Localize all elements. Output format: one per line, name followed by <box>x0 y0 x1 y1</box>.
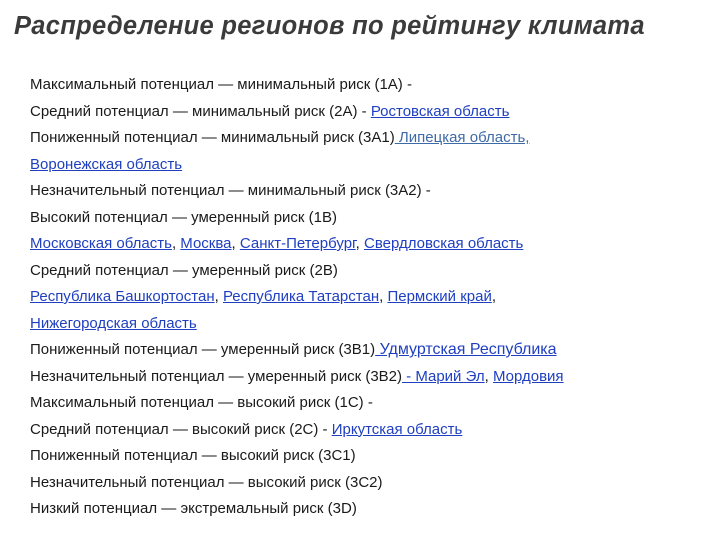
category-label: Пониженный потенциал — умеренный риск (3В1) <box>30 341 376 358</box>
region-link[interactable]: Воронежская область <box>30 155 183 173</box>
list-item <box>30 284 714 311</box>
category-label: Незначительный потенциал — минимальный риск (3А2) - <box>30 182 431 199</box>
region-rating-list <box>30 72 714 523</box>
list-item <box>30 125 714 152</box>
region-link[interactable]: Пермский край <box>387 288 492 305</box>
category-label: Средний потенциал — умеренный риск (2В) <box>30 261 338 279</box>
region-link[interactable]: Москва <box>180 235 232 252</box>
separator: , <box>379 288 388 305</box>
list-item <box>30 364 714 391</box>
separator: , <box>231 235 240 252</box>
separator: , <box>171 235 181 252</box>
region-link[interactable]: Иркутская область <box>331 420 463 438</box>
list-item <box>30 152 714 179</box>
region-link[interactable]: Санкт-Петербург <box>239 235 356 252</box>
list-item <box>30 390 714 417</box>
list-item <box>30 417 714 444</box>
category-label: Высокий потенциал — умеренный риск (1В) <box>30 208 338 226</box>
category-label: Максимальный потенциал — высокий риск (1С) - <box>30 394 373 411</box>
category-label: Низкий потенциал — экстремальный риск (3D) <box>30 500 357 517</box>
separator: , <box>214 288 223 305</box>
list-item <box>30 72 714 99</box>
category-label: Незначительный потенциал — умеренный риск (3В2) <box>30 367 402 385</box>
region-link[interactable]: Республика Татарстан <box>222 288 380 305</box>
list-item <box>30 443 714 470</box>
list-item <box>30 258 714 285</box>
region-link[interactable]: Удмуртская Республика <box>375 341 557 358</box>
region-link[interactable]: Республика Башкортостан <box>30 288 215 305</box>
list-item <box>30 496 714 523</box>
region-link[interactable]: Ростовская область <box>370 102 510 120</box>
list-item <box>30 205 714 232</box>
list-item <box>30 470 714 497</box>
region-link[interactable]: Мордовия <box>492 367 564 385</box>
separator: , <box>484 367 493 385</box>
separator: , <box>355 235 365 252</box>
list-item <box>30 337 714 364</box>
list-item <box>30 231 714 258</box>
page-title: Распределение регионов по рейтингу климата <box>14 12 645 40</box>
category-label: Пониженный потенциал — высокий риск (3С1) <box>30 447 356 464</box>
trailing-punctuation: , <box>491 288 497 305</box>
category-label: Средний потенциал — высокий риск (2С) - <box>30 420 332 438</box>
region-link[interactable]: Свердловская область <box>364 235 524 252</box>
category-label: Незначительный потенциал — высокий риск (3С2) <box>30 473 383 491</box>
list-item <box>30 311 714 338</box>
category-label: Максимальный потенциал — минимальный риск (1А) - <box>30 76 412 93</box>
region-link[interactable]: - Марий Эл <box>402 367 485 385</box>
region-link[interactable]: Нижегородская область <box>30 314 197 332</box>
list-item <box>30 178 714 205</box>
category-label: Средний потенциал — минимальный риск (2А) - <box>30 102 371 120</box>
region-link[interactable]: Московская область <box>30 235 172 252</box>
list-item <box>30 99 714 126</box>
category-label: Пониженный потенциал — минимальный риск (3А1) <box>30 129 395 146</box>
region-link[interactable]: Липецкая область, <box>394 129 530 146</box>
